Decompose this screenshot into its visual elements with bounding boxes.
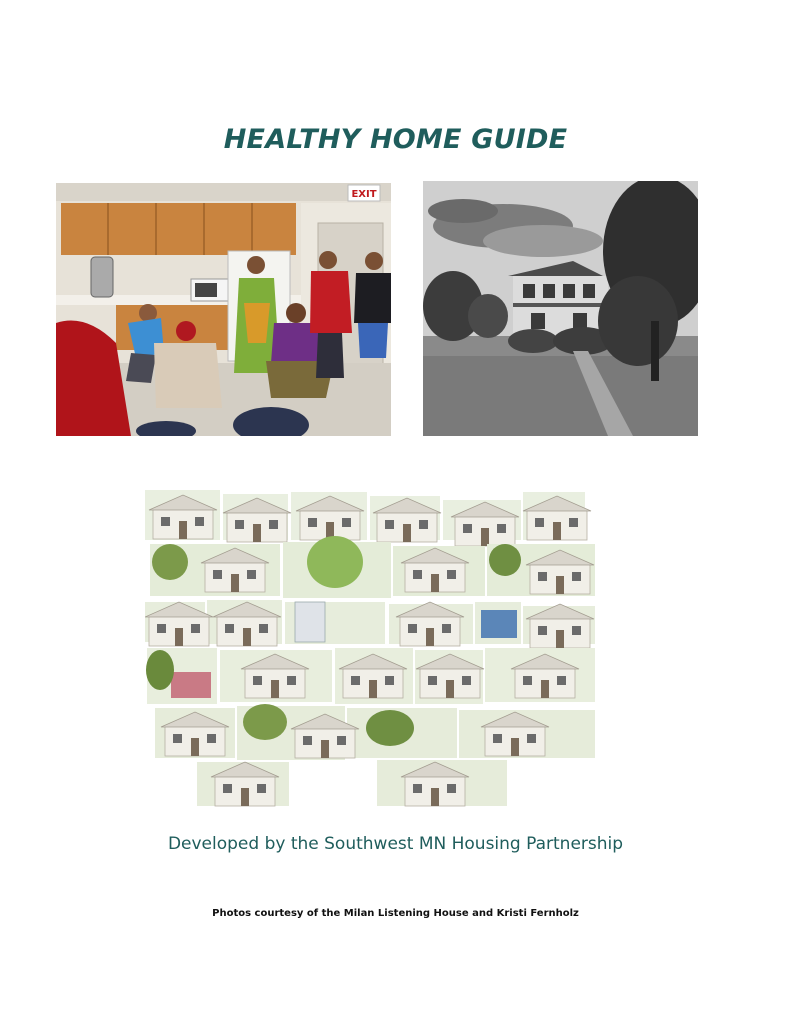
developed-by-line: Developed by the Southwest MN Housing Partnership	[167, 834, 624, 854]
community-room-photo	[56, 183, 391, 436]
house-collage	[145, 490, 600, 808]
house-photo-bw	[423, 181, 698, 436]
document-title: HEALTHY HOME GUIDE	[223, 124, 568, 155]
exit-sign-text: EXIT	[351, 189, 377, 200]
photo-credit-line: Photos courtesy of the Milan Listening House and Kristi Fernholz	[212, 908, 579, 919]
